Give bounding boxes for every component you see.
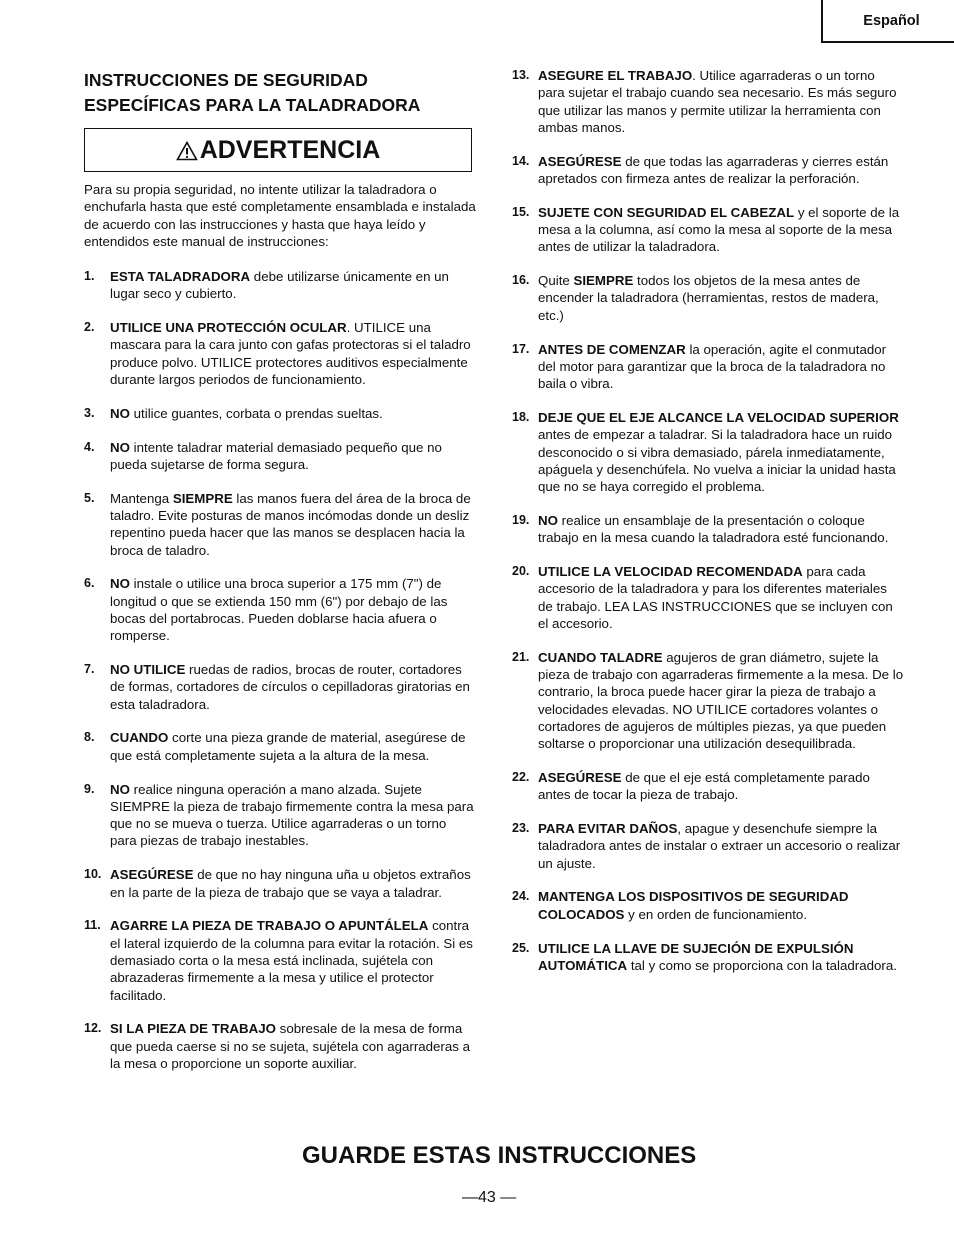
- item-bold: UTILICE LA LLAVE DE SUJECIÓN DE EXPULSIÓN AUTOMÁTICA: [538, 940, 854, 973]
- item-text: ruedas de radios, brocas de router, cortadores de formas, cortadores de círculos o cepilladoras giratorias en esta taladradora.: [110, 662, 470, 712]
- item-bold: ASEGÚRESE: [538, 153, 622, 169]
- item-bold: MANTENGA LOS DISPOSITIVOS DE SEGURIDAD COLOCADOS: [538, 889, 849, 922]
- list-item: [512, 769, 904, 804]
- list-item: [512, 888, 904, 923]
- section-title: INSTRUCCIONES DE SEGURIDAD ESPECÍFICAS PARA LA TALADRADORA: [84, 70, 421, 115]
- item-number: 9.: [84, 781, 95, 796]
- list-item: [84, 917, 476, 1003]
- item-number: 7.: [84, 662, 95, 677]
- item-bold: AGARRE LA PIEZA DE TRABAJO O APUNTÁLELA: [110, 918, 429, 934]
- list-item: [84, 866, 476, 901]
- item-number: 23.: [512, 821, 530, 836]
- footer-title: GUARDE ESTAS INSTRUCCIONES: [302, 1142, 697, 1169]
- warning-box: [84, 128, 472, 172]
- list-item: [84, 490, 476, 559]
- item-pre: Mantenga: [110, 490, 173, 506]
- item-text: corte una pieza grande de material, asegúrese de que está completamente sujeta a la altura de la mesa.: [110, 730, 466, 763]
- list-item: [512, 341, 904, 393]
- item-bold: ASEGÚRESE: [538, 770, 622, 785]
- item-bold: SI LA PIEZA DE TRABAJO: [110, 1021, 276, 1037]
- item-number: 18.: [512, 409, 530, 424]
- item-number: 22.: [512, 770, 530, 784]
- item-text: intente taladrar material demasiado pequeño que no pueda sujetarse de forma segura.: [110, 439, 442, 472]
- list-item: [512, 409, 904, 495]
- list-item: [84, 268, 476, 303]
- item-number: 14.: [512, 153, 530, 168]
- right-column: [512, 67, 904, 974]
- item-number: 17.: [512, 341, 530, 356]
- item-text: todos los objetos de la mesa antes de encender la taladradora (herramientas, restos de madera, etc.): [538, 273, 879, 323]
- list-item: [84, 661, 476, 713]
- item-number: 10.: [84, 867, 102, 882]
- list-item: [84, 1020, 476, 1072]
- warning-title: ADVERTENCIA: [199, 135, 381, 164]
- item-text: utilice guantes, corbata o prendas sueltas.: [129, 405, 383, 421]
- item-number: 8.: [84, 730, 95, 745]
- item-number: 12.: [84, 1021, 102, 1036]
- list-item: [512, 512, 904, 547]
- item-number: 1.: [84, 269, 95, 283]
- item-number: 13.: [512, 68, 530, 82]
- item-number: 6.: [84, 576, 95, 591]
- list-item: [512, 67, 904, 136]
- item-number: 11.: [84, 918, 101, 933]
- item-bold: SIEMPRE: [172, 490, 233, 506]
- item-number: 20.: [512, 564, 530, 579]
- item-number: 15.: [512, 204, 530, 219]
- list-item: [512, 649, 904, 753]
- item-bold: NO UTILICE: [110, 662, 186, 678]
- list-item: [84, 729, 476, 764]
- intro-paragraph: Para su propia seguridad, no intente utilizar la taladradora o enchufarla hasta que esté completamente ensamblada e instalada de acuerdo con las instrucciones y hasta que haya leído y entendidos este manual de instrucciones:: [84, 182, 476, 249]
- item-bold: NO: [538, 512, 558, 528]
- item-bold: ASEGURE EL TRABAJO: [538, 68, 693, 83]
- item-bold: SUJETE CON SEGURIDAD EL CABEZAL: [538, 204, 795, 220]
- item-number: 4.: [84, 439, 95, 454]
- item-text: instale o utilice una broca superior a 175 mm (7") de longitud o que se extienda 150 mm (6") por debajo de las bocas del portabrocas. Pueden doblarse hacia afuera o romperse.: [110, 576, 448, 644]
- item-text: de que todas las agarraderas y cierres están apretados con firmeza antes de realizar la perforación.: [538, 153, 889, 186]
- item-text: para cada accesorio de la taladradora y para los diferentes materiales de trabajo. LEA LAS INSTRUCCIONES que se incluyen con el accesorio.: [538, 564, 893, 631]
- item-text: realice un ensamblaje de la presentación o coloque trabajo en la mesa cuando la taladradora esté funcionando.: [538, 512, 889, 546]
- item-text: de que no hay ninguna uña u objetos extraños en la parte de la pieza de trabajo que se vaya a taladrar.: [110, 867, 471, 900]
- list-item: [512, 940, 904, 975]
- list-item: [84, 575, 476, 644]
- item-bold: ASEGÚRESE: [110, 867, 194, 883]
- item-text: . Utilice agarraderas o un torno para sujetar el trabajo cuando sea necesario. Es más seguro que utilizar las manos y permite utilizar la herramienta con ambas manos.: [538, 68, 897, 135]
- item-bold: CUANDO: [110, 730, 169, 746]
- item-pre: Quite: [538, 273, 574, 289]
- item-bold: DEJE QUE EL EJE ALCANCE LA VELOCIDAD SUPERIOR: [538, 409, 899, 425]
- item-bold: SIEMPRE: [573, 273, 634, 289]
- item-number: 2.: [84, 320, 95, 335]
- item-number: 3.: [84, 405, 95, 420]
- item-number: 21.: [512, 649, 530, 664]
- item-text: debe utilizarse únicamente en un lugar seco y cubierto.: [110, 269, 449, 302]
- item-text: . UTILICE una mascara para la cara junto con gafas protectoras si el taladro produce polvo. UTILICE protectores auditivos especialmente durante largos periodos de funcionamiento.: [110, 320, 471, 387]
- list-item: [84, 405, 476, 422]
- item-text: las manos fuera del área de la broca de taladro. Evite posturas de manos incómodas donde un desliz repentino pueda hacer que las manos se desplacen hacia la broca de taladro.: [110, 490, 471, 558]
- item-bold: NO: [110, 439, 130, 455]
- list-item: [512, 563, 904, 632]
- item-text: contra el lateral izquierdo de la columna para evitar la rotación. Si es demasiado corta o la mesa está inclinada, sujétela con abrazaderas firmemente a la mesa y utilice el protector facilitado.: [110, 918, 473, 1003]
- item-text: de que el eje está completamente parado antes de tocar la pieza de trabajo.: [538, 770, 870, 803]
- item-text: y en orden de funcionamiento.: [624, 906, 808, 922]
- item-bold: ESTA TALADRADORA: [110, 269, 251, 284]
- list-item: [84, 781, 476, 850]
- item-number: 16.: [512, 273, 530, 288]
- item-number: 25.: [512, 940, 530, 955]
- item-text: y el soporte de la mesa a la columna, así como la mesa al soporte de la mesa antes de utilizar la taladradora.: [538, 204, 900, 255]
- item-text: realice ninguna operación a mano alzada. Sujete SIEMPRE la pieza de trabajo firmemente contra la mesa para que no se mueva o tuerza. Utilice agarraderas o un torno para piezas de trabajo inestables.: [110, 781, 474, 849]
- list-item: [84, 319, 476, 388]
- item-text: tal y como se proporciona con la taladradora.: [627, 957, 897, 973]
- list-item: [84, 439, 476, 474]
- list-item: [512, 204, 904, 256]
- item-bold: ANTES DE COMENZAR: [538, 341, 686, 357]
- item-bold: UTILICE UNA PROTECCIÓN OCULAR: [110, 320, 347, 336]
- item-text: la operación, agite el conmutador del motor para garantizar que la broca de la taladradora no baila o vibra.: [538, 341, 887, 392]
- language-tab: [821, 0, 954, 43]
- item-number: 5.: [84, 490, 95, 505]
- warning-triangle-icon: [176, 141, 198, 161]
- list-item: [512, 153, 904, 188]
- item-number: 24.: [512, 889, 530, 904]
- list-item: [512, 272, 904, 324]
- item-text: agujeros de gran diámetro, sujete la pieza de trabajo con agarraderas firmemente a la mesa. De lo contrario, la broca puede hacer girar la pieza de trabajo a velocidades elevadas. NO UTILICE cortadores volantes o cortadores de agujeros de múltiples piezas, ya que pueden soltarse o proporcionar una utilización desequilibrada.: [538, 649, 904, 752]
- item-text: , apague y desenchufe siempre la taladradora antes de instalar o extraer un accesorio o realizar un ajuste.: [538, 821, 901, 871]
- item-bold: NO: [110, 576, 130, 592]
- item-bold: NO: [110, 405, 130, 421]
- item-bold: UTILICE LA VELOCIDAD RECOMENDADA: [538, 564, 803, 580]
- item-bold: PARA EVITAR DAÑOS: [538, 821, 678, 837]
- item-bold: NO: [110, 781, 130, 797]
- item-text: antes de empezar a taladrar. Si la taladradora hace un ruido desconocido o si vibra demasiado, párela inmediatamente, apáguela y desenchúfela. No vuelva a iniciar la unidad hasta que no se haya corregido el problema.: [538, 427, 896, 495]
- list-item: [512, 820, 904, 872]
- item-number: 19.: [512, 512, 530, 527]
- left-column: [84, 268, 476, 1072]
- language-label: Español: [863, 12, 920, 29]
- item-text: sobresale de la mesa de forma que pueda caerse si no se sujeta, sujétela con agarraderas a la mesa o proporcione un soporte auxiliar.: [110, 1021, 470, 1071]
- item-bold: CUANDO TALADRE: [538, 649, 663, 665]
- page-number: —43 —: [462, 1189, 517, 1206]
